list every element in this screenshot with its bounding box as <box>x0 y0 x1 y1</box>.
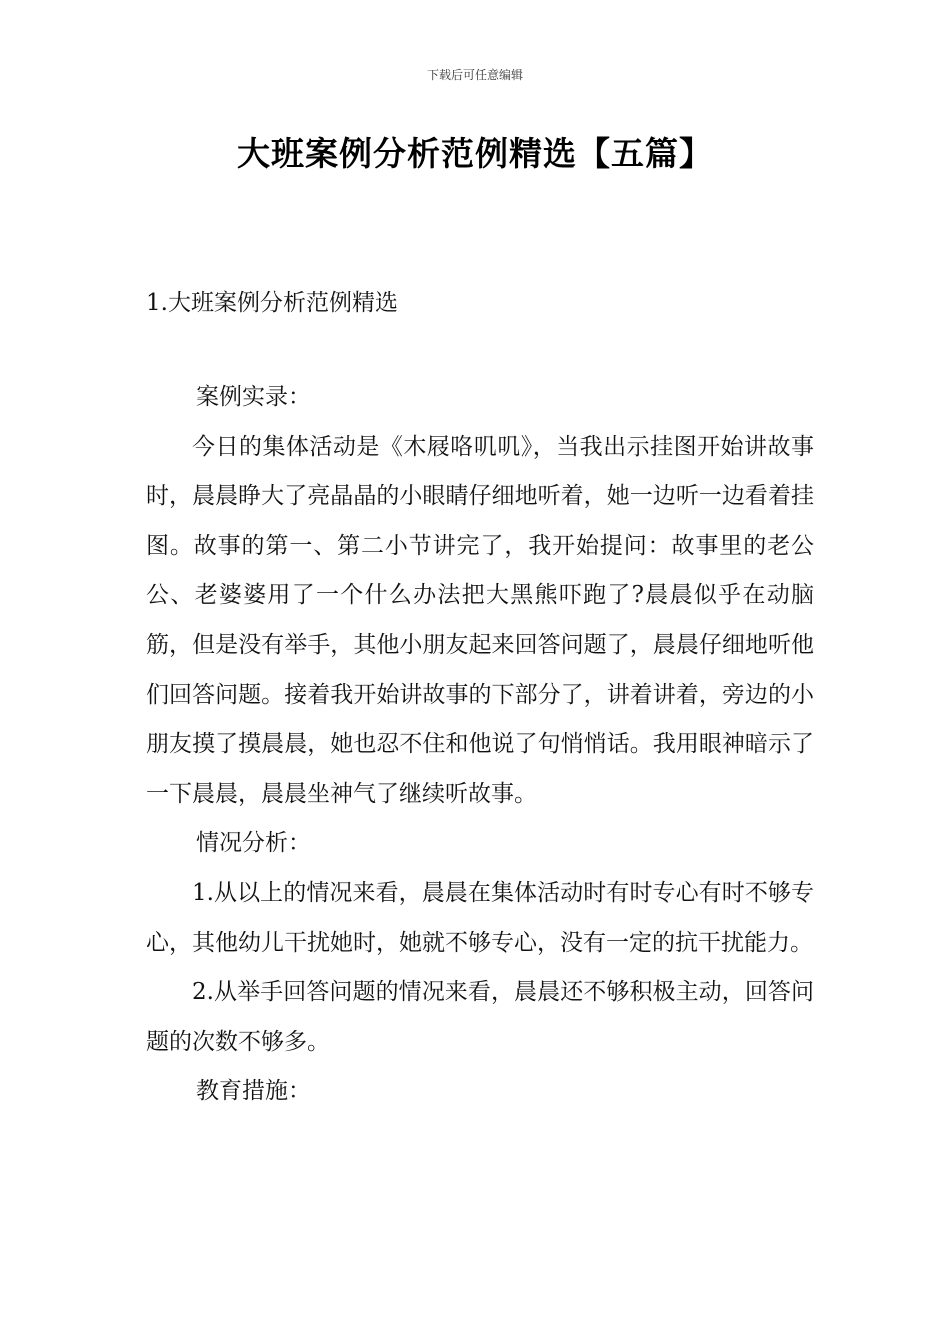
document-title: 大班案例分析范例精选【五篇】 <box>237 134 713 173</box>
analysis-point-2: 2.从举手回答问题的情况来看，晨晨还不够积极主动，回答问题的次数不够多。 <box>146 979 814 1055</box>
case-record-paragraph: 今日的集体活动是《木屐咯叽叽》，当我出示挂图开始讲故事时，晨晨睁大了亮晶晶的小眼睛仔细地听着，她一边听一边看着挂图。故事的第一、第二小节讲完了，我开始提问：故事里的老公公、老婆婆用了一个什么办法把大黑熊吓跑了?晨晨似乎在动脑筋，但是没有举手，其他小朋友起来回答问题了，晨晨仔细地听他们回答问题。接着我开始讲故事的下部分了，讲着讲着，旁边的小朋友摸了摸晨晨，她也忍不住和他说了句悄悄话。我用眼神暗示了一下晨晨，晨晨坐神气了继续听故事。 <box>146 433 814 807</box>
header-note: 下载后可任意编辑 <box>426 68 523 82</box>
case-record-label: 案例实录： <box>196 384 311 410</box>
measures-label: 教育措施： <box>196 1078 311 1105</box>
analysis-label: 情况分析： <box>196 830 311 857</box>
document-body <box>146 373 814 1117</box>
section-heading: 1.大班案例分析范例精选 <box>146 290 398 316</box>
analysis-point-1: 1.从以上的情况来看，晨晨在集体活动时有时专心有时不够专心，其他幼儿干扰她时，她就不够专心，没有一定的抗干扰能力。 <box>146 879 814 956</box>
